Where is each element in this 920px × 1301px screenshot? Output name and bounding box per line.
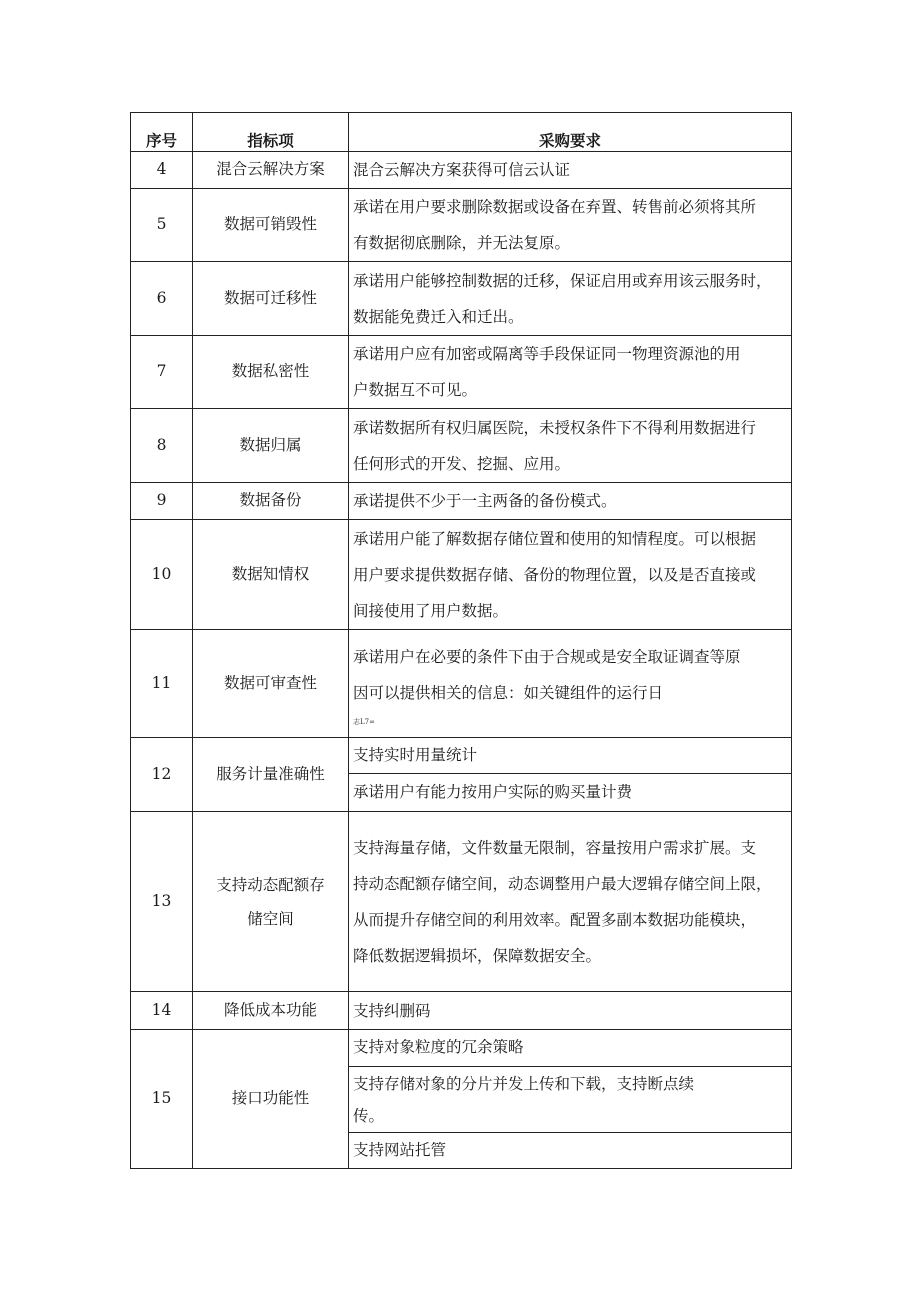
table-row xyxy=(131,520,792,630)
sub-requirement: 支持网站托管 xyxy=(349,1133,792,1169)
table-row xyxy=(131,738,792,774)
requirement-note: 志L7∞ xyxy=(353,717,375,726)
sub-requirement: 支持实时用量统计 xyxy=(349,738,792,774)
row-number: 11 xyxy=(131,630,193,738)
requirement-line: 传。 xyxy=(353,1106,385,1125)
table-row xyxy=(131,483,792,520)
row-item: 数据可审查性 xyxy=(193,630,349,738)
row-item: 数据知情权 xyxy=(193,520,349,630)
row-requirement xyxy=(349,812,792,992)
row-requirement xyxy=(349,152,792,189)
row-requirement xyxy=(349,262,792,336)
row-item: 数据可销毁性 xyxy=(193,189,349,262)
row-requirement xyxy=(349,336,792,409)
row-item: 降低成本功能 xyxy=(193,992,349,1030)
requirement-line: 承诺用户能了解数据存储位置和使用的知情程度。可以根据 xyxy=(353,529,757,548)
sub-requirement: 支持对象粒度的冗余策略 xyxy=(349,1030,792,1067)
requirement-line: 承诺数据所有权归属医院，未授权条件下不得利用数据进行 xyxy=(353,418,757,437)
row-item: 数据可迁移性 xyxy=(193,262,349,336)
requirement-line: 承诺在用户要求删除数据或设备在弃置、转售前必须将其所 xyxy=(353,198,757,216)
table-row xyxy=(131,992,792,1030)
procurement-table xyxy=(130,112,792,1169)
row-number: 14 xyxy=(131,992,193,1030)
sub-requirement xyxy=(349,1067,792,1133)
requirement-line: 用户要求提供数据存储、备份的物理位置，以及是否直接或 xyxy=(353,565,757,584)
table-row xyxy=(131,189,792,262)
row-number: 10 xyxy=(131,520,193,630)
row-number: 9 xyxy=(131,483,193,520)
requirement-line: 承诺提供不少于一主两备的备份模式。 xyxy=(353,492,617,510)
requirement-line: 承诺用户能够控制数据的迁移，保证启用或弃用该云服务时， xyxy=(353,271,772,290)
requirement-line: 户数据互不可见。 xyxy=(353,381,478,399)
table-row xyxy=(131,1030,792,1067)
sub-requirement: 承诺用户有能力按用户实际的购买量计费 xyxy=(349,774,792,812)
item-line: 储空间 xyxy=(247,909,294,928)
requirement-line: 支持纠删码 xyxy=(353,1001,431,1020)
row-item: 数据私密性 xyxy=(193,336,349,409)
row-item: 混合云解决方案 xyxy=(193,152,349,189)
row-number: 7 xyxy=(131,336,193,409)
row-item: 数据归属 xyxy=(193,409,349,483)
row-requirement xyxy=(349,992,792,1030)
requirement-line: 有数据彻底删除，并无法复原。 xyxy=(353,234,571,252)
row-requirement xyxy=(349,189,792,262)
requirement-line: 持动态配额存储空间，动态调整用户最大逻辑存储空间上限， xyxy=(353,874,772,893)
table-row xyxy=(131,336,792,409)
row-number: 4 xyxy=(131,152,193,189)
row-item xyxy=(193,812,349,992)
row-item: 服务计量准确性 xyxy=(193,738,349,812)
table-header-row xyxy=(131,113,792,152)
requirement-line: 混合云解决方案获得可信云认证 xyxy=(353,161,571,179)
requirement-line: 支持存储对象的分片并发上传和下载，支持断点续 xyxy=(353,1074,695,1093)
table-row xyxy=(131,152,792,189)
row-requirement xyxy=(349,520,792,630)
table-row xyxy=(131,630,792,738)
header-requirement: 采购要求 xyxy=(349,113,792,152)
row-number: 15 xyxy=(131,1030,193,1169)
row-requirement xyxy=(349,483,792,520)
requirement-line: 任何形式的开发、挖掘、应用。 xyxy=(353,454,571,473)
requirement-line: 降低数据逻辑损坏，保障数据安全。 xyxy=(353,946,602,965)
requirement-line: 间接使用了用户数据。 xyxy=(353,601,509,620)
table-row xyxy=(131,409,792,483)
requirement-line: 因可以提供相关的信息：如关键组件的运行日 xyxy=(353,683,664,702)
row-requirement xyxy=(349,409,792,483)
row-number: 13 xyxy=(131,812,193,992)
header-item: 指标项 xyxy=(193,113,349,152)
item-line: 支持动态配额存 xyxy=(216,875,325,894)
row-number: 5 xyxy=(131,189,193,262)
requirement-line: 承诺用户应有加密或隔离等手段保证同一物理资源池的用 xyxy=(353,345,741,363)
row-number: 12 xyxy=(131,738,193,812)
row-item: 数据备份 xyxy=(193,483,349,520)
row-number: 6 xyxy=(131,262,193,336)
row-item: 接口功能性 xyxy=(193,1030,349,1169)
row-requirement xyxy=(349,630,792,738)
requirement-line: 数据能免费迁入和迁出。 xyxy=(353,307,524,326)
header-no: 序号 xyxy=(131,113,193,152)
table-row xyxy=(131,812,792,992)
requirement-line: 承诺用户在必要的条件下由于合规或是安全取证调查等原 xyxy=(353,647,741,666)
row-number: 8 xyxy=(131,409,193,483)
requirement-line: 支持海量存储，文件数量无限制，容量按用户需求扩展。支 xyxy=(353,838,757,857)
requirement-line: 从而提升存储空间的利用效率。配置多副本数据功能模块， xyxy=(353,910,757,929)
table-row xyxy=(131,262,792,336)
